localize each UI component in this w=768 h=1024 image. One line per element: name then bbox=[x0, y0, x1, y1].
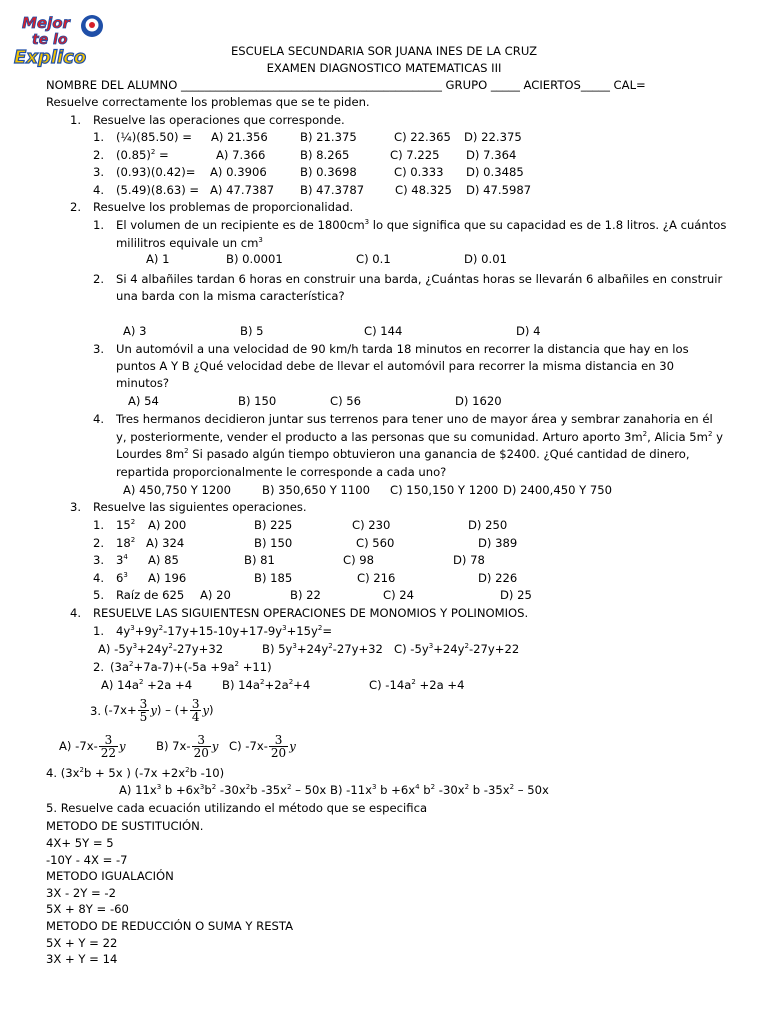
exam-page: Mejor te lo Explico ESCUELA SECUNDARIA SOR JUANA INES DE LA CRUZ EXAMEN DIAGNOSTICO MATEMATICAS III NOMBRE DEL ALUMNO _____________________________________________ GRUPO _____ ACIERTOS_____ CAL= Resuelve correctamente los problemas que se te piden. 1. Resuelve las operaciones que corresponde. 1. (¼)(85.50) = A) 21.356 B) 21.375 C) 22.365 D) 22.375 2. $(0.85)^2$ = A) 7.366 B) 8.265 C) 7.225 D) 7.364 3. (0.93)(0.42)= A) 0.3906 B) 0.3698 C) 0.333 D) 0.3485 4. (5.49)(8.63) = A) 47.7387 B) 47.3787 C) 48.325 D) 47.5987 2. Resuelve los problemas de proporcionalidad. 1. El volumen de un recipiente es de $1800cm^3$ lo que significa que su capacidad es de 1.8 litros. ¿A cuántos mililitros equivale un $cm^3$ A) 1 B) 0.0001 C) 0.1 D) 0.01 2. Si 4 albañiles tardan 6 horas en construir una barda, ¿Cuántas horas se llevarán 6 albañiles en construir una barda con la misma característica? A) 3 B) 5 C) 144 D) 4 3. Un automóvil a una velocidad de 90 km/h tarda 18 minutos en recorrer la distancia que hay en los puntos A Y B ¿Qué velocidad debe de llevar el automóvil para recorrer la misma distancia en 30 minutos? A) 54 B) 150 C) 56 D) 1620 4. Tres hermanos decidieron juntar sus terrenos para tener uno de mayor área y sembrar zanahoria en él y, posteriormente, vender el producto a las personas que su comunidad. Arturo aporto $3m^2$, Alicia $5m^2$ y Lourdes $8m^2$ Si pasado algún tiempo obtuvieron una ganancia de $2400. ¿Qué cantidad de dinero, repartida proporcionalmente le corresponde a cada uno? A) 450,750 Y 1200 B) 350,650 Y 1100 C) 150,150 Y 1200 D) 2400,450 Y 750 3. Resuelve las siguientes operaciones. 1. $15^2$ A) 200 B) 225 C) 230 D) 250 2. $18^2$ A) 324 B) 150 C) 560 D) 389 3. $3^4$ A) 85 B) 81 C) 98 D) 78 4. $6^3$ A) 196 B) 185 C) 216 D) 226 5. Raíz de 625 A) 20 B) 22 C) 24 D) 25 4. RESUELVE LAS SIGUIENTESN OPERACIONES DE MONOMIOS Y POLINOMIOS. 1. $4y^3+9y^2-17y+15-10y+17-9y^3+15y^2=$ A) $-5y^3+24y^2-27y+32$ B) $5y^3+24y^2-27y+32$ C) $-5y^3+24y^2-27y+22$ 2. $(3a^2+7a-7)+(-5a +9a^2 +11)$ A) $14a^2 +2a +4$ B) $14a^2+2a^2+4$ C) $-14a^2 +2a +4$ 3. (-7x+ $\frac{3}{5}$ y) – (+ $\frac{3}{4}$ y) A) -7x- $\frac{3}{22}$ y B) 7x- $\frac{3}{20}$ y C) -7x- $\frac{3}{20}$ y 4. ($3x^2b + 5x$ ) ($-7x +2x^2b$ -10) A) $11x^3$ $b +6x^3b^2$ $-30x^2b$ $-35x^2 - 50x$ B) $-11x^3$ $b +6x^4$ $b^2$ $-30x^2$ b $-35x^2 - 50x$ 5. Resuelve cada ecuación utilizando el método que se especifica METODO DE SUSTITUCIÓN. 4X+ 5Y = 5 -10Y - 4X = -7 METODO IGUALACIÓN 3X - 2Y = -2 5X + 8Y = -60 METODO DE REDUCCIÓN O SUMA Y RESTA 5X + Y = 22 3X + Y = 14 bbox=[0, 0, 768, 1024]
method-equalization: METODO IGUALACIÓN bbox=[46, 869, 174, 883]
s3-title: Resuelve las siguientes operaciones. bbox=[93, 500, 307, 514]
student-fields: NOMBRE DEL ALUMNO _____________________________________________ GRUPO _____ ACIERTOS_____ CAL= bbox=[46, 78, 646, 92]
s4-title: RESUELVE LAS SIGUIENTESN OPERACIONES DE MONOMIOS Y POLINOMIOS. bbox=[93, 606, 529, 620]
eq-3: 3X - 2Y = -2 bbox=[46, 886, 116, 900]
logo-line1: Mejor bbox=[22, 14, 70, 32]
logo-line2: te lo bbox=[32, 32, 68, 48]
eq-5: 5X + Y = 22 bbox=[46, 936, 118, 950]
s1-title: Resuelve las operaciones que corresponde. bbox=[93, 113, 345, 127]
mejor-te-lo-explico-logo bbox=[12, 12, 120, 68]
s2-title: Resuelve los problemas de proporcionalidad. bbox=[93, 200, 354, 214]
eq-6: 3X + Y = 14 bbox=[46, 952, 118, 966]
method-substitution: METODO DE SUSTITUCIÓN. bbox=[46, 819, 204, 833]
eq-1: 4X+ 5Y = 5 bbox=[46, 836, 114, 850]
method-reduction: METODO DE REDUCCIÓN O SUMA Y RESTA bbox=[46, 919, 293, 933]
s2-number: 2. bbox=[70, 200, 82, 214]
eq-2: -10Y - 4X = -7 bbox=[46, 853, 128, 867]
s3-number: 3. bbox=[70, 500, 82, 514]
school-name: ESCUELA SECUNDARIA SOR JUANA INES DE LA CRUZ bbox=[230, 44, 538, 58]
s4-number: 4. bbox=[70, 606, 82, 620]
logo-line3: Explico bbox=[14, 47, 87, 68]
eq-4: 5X + 8Y = -60 bbox=[46, 902, 129, 916]
intro-text: Resuelve correctamente los problemas que se te piden. bbox=[46, 95, 370, 109]
exam-title: EXAMEN DIAGNOSTICO MATEMATICAS III bbox=[266, 61, 502, 75]
s5-title: 5. Resuelve cada ecuación utilizando el método que se especifica bbox=[46, 801, 428, 815]
s1-number: 1. bbox=[70, 113, 82, 127]
